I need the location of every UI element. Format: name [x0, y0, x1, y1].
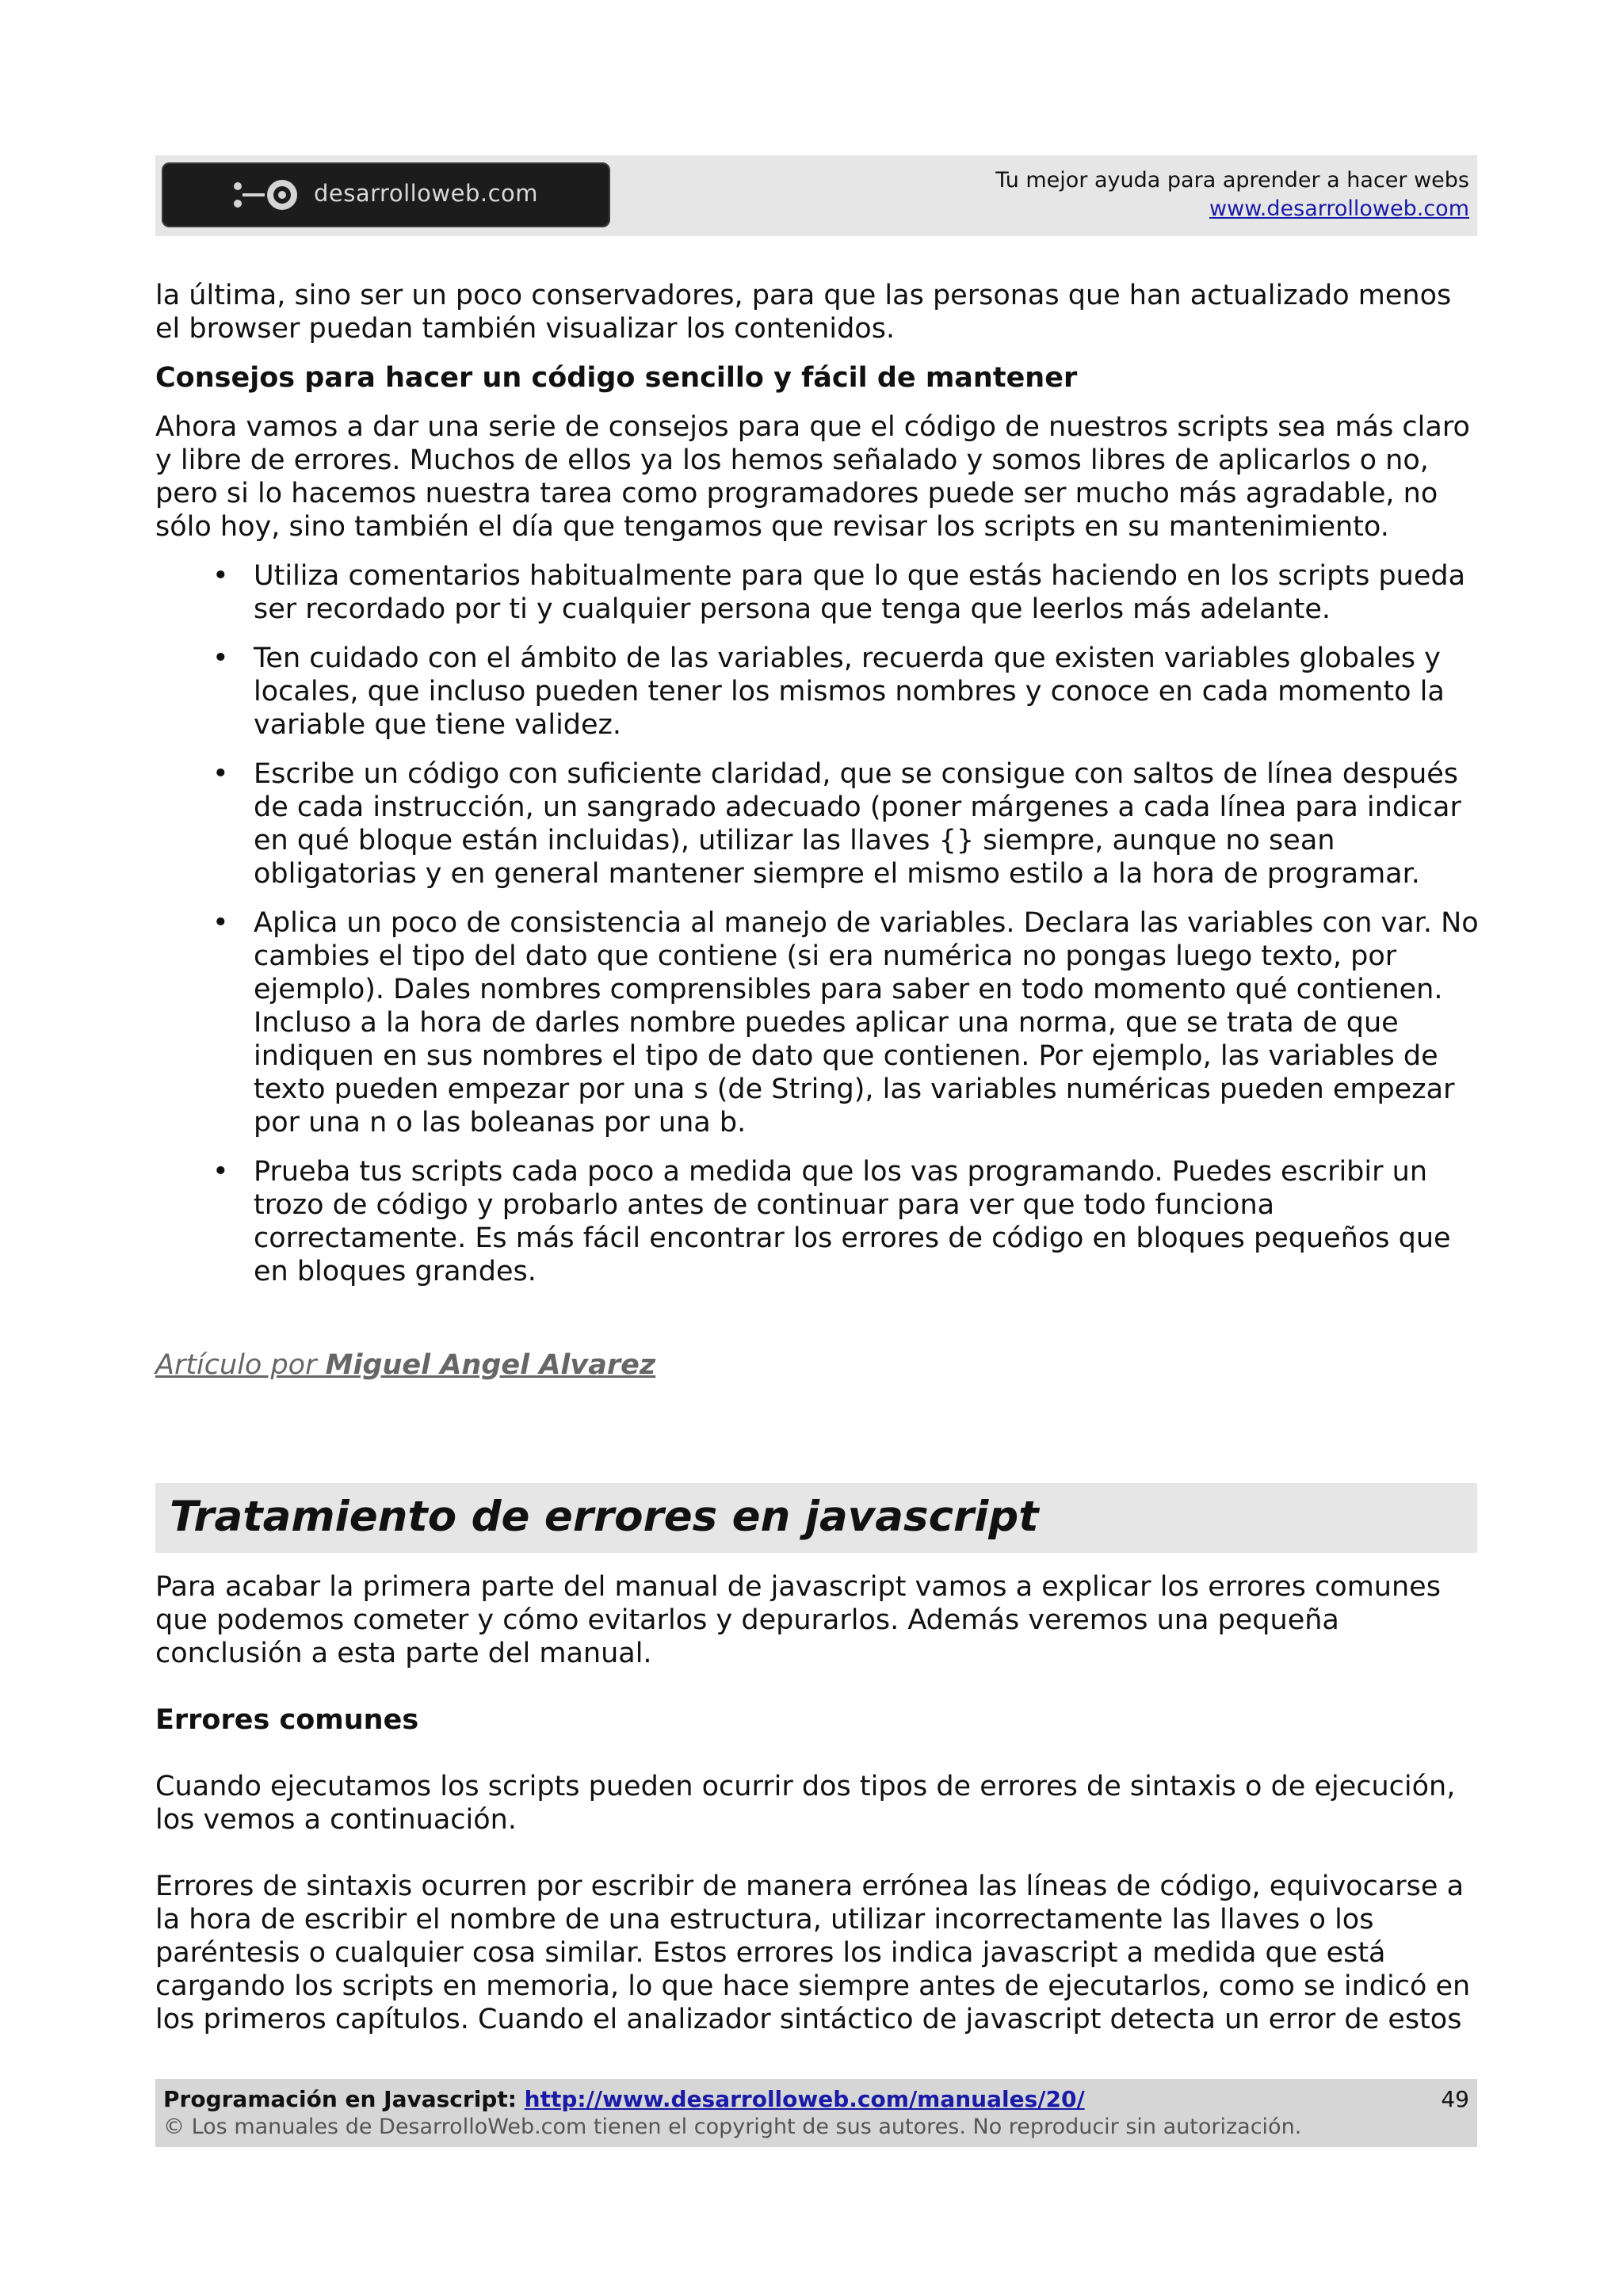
site-logo[interactable] [162, 162, 610, 227]
byline-author: Miguel Angel Alvarez [325, 1349, 656, 1381]
intro-paragraph: la última, sino ser un poco conservadores, para que las personas que han actualizado menos el browser puedan también visualizar los contenidos. [155, 280, 1452, 345]
logo-text: desarrolloweb.com [314, 180, 539, 207]
page-footer [155, 2079, 1477, 2147]
list-item-text: Aplica un poco de consistencia al manejo de variables. Declara las variables con var. No cambies el tipo del dato que contiene (si era numérica no pongas luego texto, por ejemplo). Dales nombres comprensibles para saber en todo momento qué contienen. Incluso a la hora de darles nombre puedes aplicar una norma, que se trata de que indiquen en sus nombres el tipo de dato que contienen. Por ejemplo, las variables de texto pueden empezar por una s (de String), las variables numéricas pueden empezar por una n o las boleanas por una b. [254, 907, 1479, 1138]
bullet-icon: • [212, 1156, 229, 1188]
body-paragraph: Ahora vamos a dar una serie de consejos para que el código de nuestros scripts sea más claro y libre de errores. Muchos de ellos ya los hemos señalado y somos libres de aplicarlos o no, pero si lo hacemos nuestra tarea como programadores puede ser mucho más agradable, no sólo hoy, sino también el día que tengamos que revisar los scripts en su mantenimiento. [155, 411, 1470, 543]
list-item-text: Escribe un código con suficiente claridad, que se consigue con saltos de línea después de cada instrucción, un sangrado adecuado (poner márgenes a cada línea para indicar en qué bloque están incluidas), utilizar las llaves {} siempre, aunque no sean obligatorias y en general mantener siempre el mismo estilo a la hora de programar. [254, 758, 1461, 890]
byline-prefix: Artículo por [155, 1349, 326, 1381]
section-content [155, 1570, 1484, 2036]
page-number: 49 [1441, 2086, 1469, 2112]
copyright-notice: © Los manuales de DesarrolloWeb.com tienen el copyright de sus autores. No reproducir sin autorización. [163, 2115, 1302, 2139]
list-item [155, 559, 1484, 626]
section-intro: Para acabar la primera parte del manual de javascript vamos a explicar los errores comunes que podemos cometer y cómo evitarlos y depurarlos. Además veremos una pequeña conclusión a esta parte del manual. [155, 1571, 1441, 1669]
bullet-icon: • [212, 907, 229, 939]
list-item [155, 757, 1484, 891]
list-item-text: Ten cuidado con el ámbito de las variables, recuerda que existen variables globales y locales, que incluso pueden tener los mismos nombres y conoce en cada momento la variable que tiene validez. [254, 643, 1445, 741]
tips-list [155, 559, 1484, 1288]
page-header [155, 155, 1477, 236]
section-paragraph-1: Cuando ejecutamos los scripts pueden ocurrir dos tipos de errores de sintaxis o de ejecución, los vemos a continuación. [155, 1771, 1456, 1836]
list-item [155, 906, 1484, 1139]
list-item [155, 642, 1484, 742]
list-item-text: Utiliza comentarios habitualmente para que lo que estás haciendo en los scripts pueda ser recordado por ti y cualquier persona que tenga que leerlos más adelante. [254, 560, 1466, 625]
logo-mark-icon [231, 178, 303, 212]
tagline-text: Tu mejor ayuda para aprender a hacer webs [995, 168, 1469, 193]
section-paragraph-2: Errores de sintaxis ocurren por escribir de manera errónea las líneas de código, equivocarse a la hora de escribir el nombre de una estructura, utilizar incorrectamente las llaves o los paréntesis o cualquier cosa similar. Estos errores los indica javascript a medida que está cargando los scripts en memoria, lo que hace siempre antes de ejecutarlos, como se indicó en los primeros capítulos. Cuando el analizador sintáctico de javascript detecta un error de estos [155, 1871, 1471, 2035]
bullet-icon: • [212, 758, 229, 790]
footer-title-label: Programación en Javascript: [163, 2086, 517, 2112]
list-item [155, 1155, 1484, 1288]
section-title: Tratamiento de errores en javascript [170, 1493, 1039, 1541]
section-title-band [155, 1483, 1477, 1553]
header-tagline [995, 166, 1469, 223]
section-heading: Consejos para hacer un código sencillo y fácil de mantener [155, 362, 1078, 394]
main-content [155, 279, 1484, 1288]
subheading-errores-comunes: Errores comunes [155, 1704, 419, 1736]
manual-url-link[interactable]: http://www.desarrolloweb.com/manuales/20/ [524, 2086, 1085, 2112]
bullet-icon: • [212, 560, 229, 592]
footer-title [163, 2085, 1085, 2114]
site-link[interactable]: www.desarrolloweb.com [1209, 196, 1469, 221]
bullet-icon: • [212, 643, 229, 674]
author-byline-link[interactable] [155, 1348, 655, 1382]
list-item-text: Prueba tus scripts cada poco a medida que los vas programando. Puedes escribir un trozo de código y probarlo antes de continuar para ver que todo funciona correctamente. Es más fácil encontrar los errores de código en bloques pequeños que en bloques grandes. [254, 1156, 1451, 1287]
